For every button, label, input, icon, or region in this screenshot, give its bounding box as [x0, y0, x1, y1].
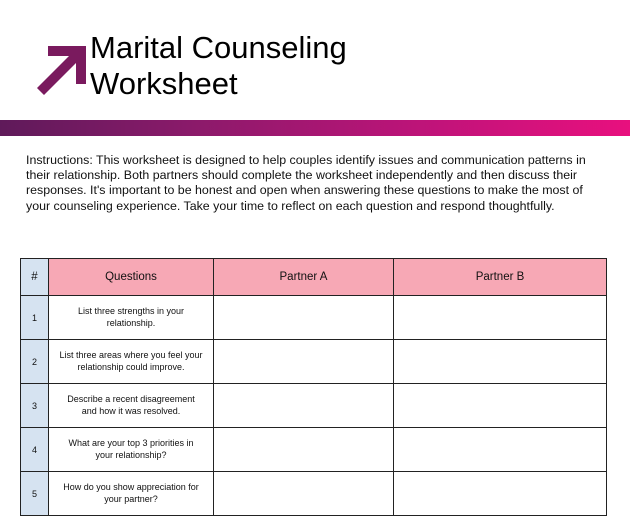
row-number: 1 — [21, 296, 49, 340]
header-number: # — [21, 259, 49, 296]
arrow-up-right-icon — [36, 46, 86, 96]
row-number: 3 — [21, 384, 49, 428]
question-cell: List three areas where you feel your relationship could improve. — [49, 340, 214, 384]
table-row — [21, 472, 607, 516]
table-row — [21, 428, 607, 472]
question-cell: Describe a recent disagreement and how it was resolved. — [49, 384, 214, 428]
table-row — [21, 340, 607, 384]
partner-b-answer-cell[interactable] — [394, 472, 607, 516]
partner-a-answer-cell[interactable] — [214, 384, 394, 428]
document-header — [0, 0, 630, 120]
table-row — [21, 296, 607, 340]
partner-a-answer-cell[interactable] — [214, 472, 394, 516]
partner-a-answer-cell[interactable] — [214, 296, 394, 340]
table-row — [21, 384, 607, 428]
partner-b-answer-cell[interactable] — [394, 384, 607, 428]
page-title — [90, 30, 347, 102]
question-cell: What are your top 3 priorities in your relationship? — [49, 428, 214, 472]
worksheet-table — [20, 258, 607, 516]
partner-b-answer-cell[interactable] — [394, 340, 607, 384]
question-cell: How do you show appreciation for your partner? — [49, 472, 214, 516]
partner-b-answer-cell[interactable] — [394, 428, 607, 472]
table-header-row — [21, 259, 607, 296]
header-questions: Questions — [49, 259, 214, 296]
row-number: 5 — [21, 472, 49, 516]
partner-a-answer-cell[interactable] — [214, 428, 394, 472]
title-line-2: Worksheet — [90, 66, 238, 101]
header-partner-a: Partner A — [214, 259, 394, 296]
instructions-text: Instructions: This worksheet is designed to help couples identify issues and communication patterns in their relationship. Both partners should complete the worksheet independently and then discuss their responses. It's important to be honest and open when answering these questions to make the most of your counseling experience. Take your time to reflect on each question and respond thoughtfully. — [26, 153, 586, 213]
row-number: 4 — [21, 428, 49, 472]
gradient-divider — [0, 120, 630, 136]
title-line-1: Marital Counseling — [90, 30, 347, 65]
partner-b-answer-cell[interactable] — [394, 296, 607, 340]
question-cell: List three strengths in your relationship. — [49, 296, 214, 340]
row-number: 2 — [21, 340, 49, 384]
partner-a-answer-cell[interactable] — [214, 340, 394, 384]
header-partner-b: Partner B — [394, 259, 607, 296]
